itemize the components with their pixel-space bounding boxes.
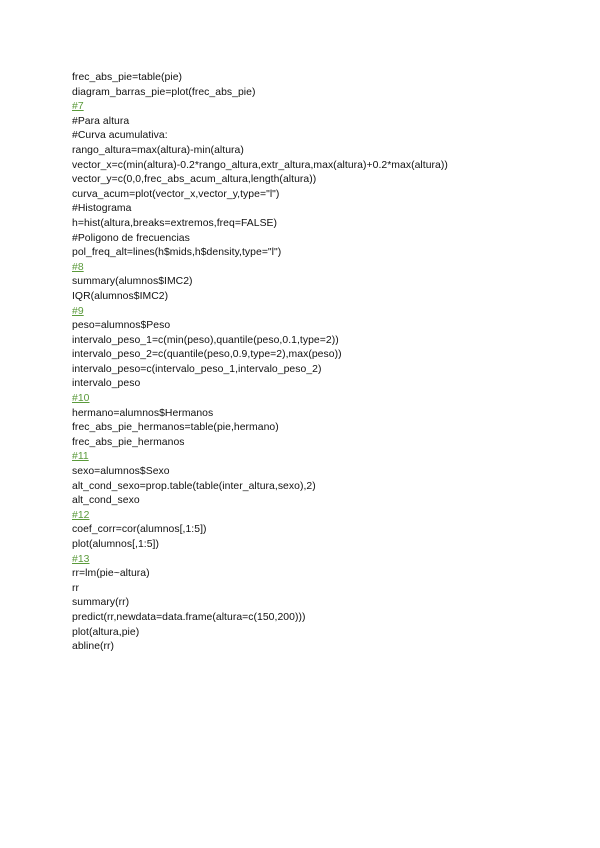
code-line: intervalo_peso: [72, 378, 141, 390]
code-line: summary(rr): [72, 597, 130, 609]
section-link[interactable]: #10: [72, 393, 90, 405]
code-line: abline(rr): [72, 641, 115, 653]
code-line: alt_cond_sexo=prop.table(table(inter_altura,sexo),2): [72, 480, 316, 492]
code-line: #Curva acumulativa:: [72, 130, 168, 142]
code-line: intervalo_peso_2=c(quantile(peso,0.9,type=2),max(peso)): [72, 349, 342, 361]
section-link[interactable]: #7: [72, 101, 84, 113]
code-line: intervalo_peso_1=c(min(peso),quantile(peso,0.1,type=2)): [72, 334, 339, 346]
code-line: frec_abs_pie_hermanos=table(pie,hermano): [72, 422, 279, 434]
code-line: summary(alumnos$IMC2): [72, 276, 193, 288]
code-line: IQR(alumnos$IMC2): [72, 290, 169, 302]
code-line: vector_x=c(min(altura)-0.2*rango_altura,extr_altura,max(altura)+0.2*max(altura)): [72, 159, 448, 171]
code-line: peso=alumnos$Peso: [72, 320, 171, 332]
code-line: pol_freq_alt=lines(h$mids,h$density,type="l"): [72, 247, 282, 259]
code-line: #Poligono de frecuencias: [72, 232, 190, 244]
code-line: frec_abs_pie=table(pie): [72, 72, 183, 83]
code-line: rr: [72, 582, 80, 594]
code-line: coef_corr=cor(alumnos[,1:5]): [72, 524, 207, 536]
code-line: plot(alumnos[,1:5]): [72, 539, 160, 550]
code-line: plot(altura,pie): [72, 626, 140, 638]
code-line: rango_altura=max(altura)-min(altura): [72, 144, 244, 156]
code-line: vector_y=c(0,0,frec_abs_acum_altura,length(altura)): [72, 174, 317, 186]
section-link[interactable]: #13: [72, 553, 90, 565]
code-line: sexo=alumnos$Sexo: [72, 466, 170, 478]
code-line: predict(rr,newdata=data.frame(altura=c(150,200))): [72, 611, 306, 623]
code-line: alt_cond_sexo: [72, 495, 140, 507]
code-line: rr=lm(pie~altura): [72, 568, 150, 580]
code-line: intervalo_peso=c(intervalo_peso_1,intervalo_peso_2): [72, 363, 322, 375]
code-line: frec_abs_pie_hermanos: [72, 436, 185, 448]
code-line: h=hist(altura,breaks=extremos,freq=FALSE): [72, 217, 278, 229]
section-link[interactable]: #12: [72, 509, 90, 521]
code-line: #Para altura: [72, 115, 130, 127]
code-line: hermano=alumnos$Hermanos: [72, 407, 214, 419]
code-listing: [72, 71, 552, 655]
section-link[interactable]: #9: [72, 305, 84, 317]
code-line: diagram_barras_pie=plot(frec_abs_pie): [72, 86, 256, 98]
section-link[interactable]: #11: [72, 451, 89, 463]
section-link[interactable]: #8: [72, 261, 84, 273]
code-line: curva_acum=plot(vector_x,vector_y,type="l"): [72, 188, 280, 200]
code-line: #Histograma: [72, 203, 132, 215]
